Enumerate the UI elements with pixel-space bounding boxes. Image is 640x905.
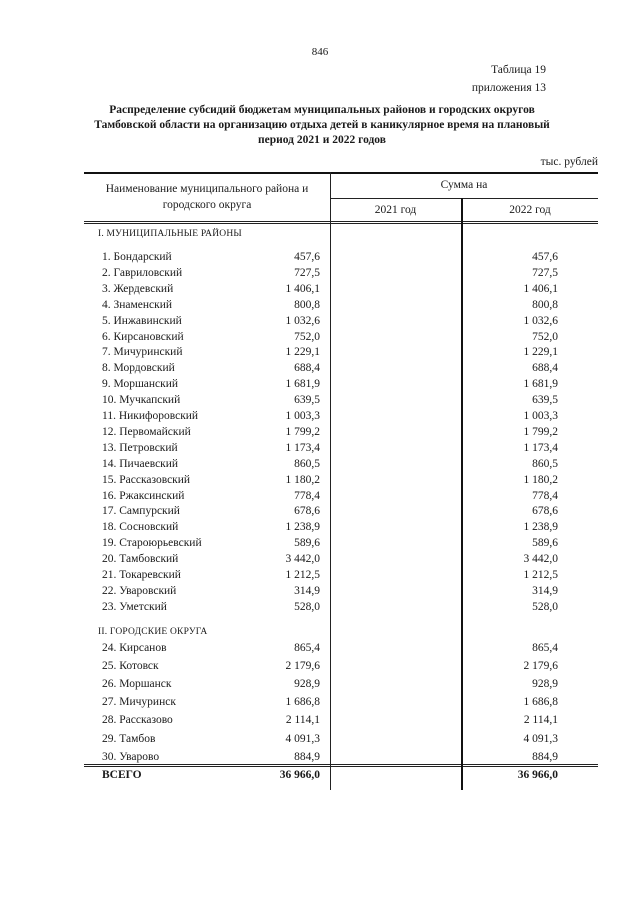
- row-name: 1. Бондарский: [102, 251, 172, 263]
- total-2021: 36 966,0: [279, 769, 320, 781]
- subsidy-table: [84, 172, 598, 790]
- header-sum: Сумма на: [440, 179, 488, 191]
- table-row: [84, 749, 598, 765]
- table-row: [84, 472, 598, 488]
- row-name: 21. Токаревский: [102, 569, 181, 581]
- row-value-2021: 2 114,1: [285, 714, 320, 727]
- row-value-2021: 865,4: [294, 642, 320, 654]
- table-row: [84, 551, 598, 567]
- table-row: [84, 731, 598, 747]
- row-value-2021: 778,4: [294, 489, 320, 502]
- table-row: [84, 640, 598, 656]
- row-name: 5. Инжавинский: [102, 314, 182, 327]
- row-name: 10. Мучкапский: [102, 394, 181, 407]
- row-name: 3. Жердевский: [102, 282, 174, 295]
- total-2022: 36 966,0: [517, 769, 558, 781]
- row-value-2021: 457,6: [294, 251, 320, 263]
- table-row: [84, 599, 598, 615]
- total-label: ВСЕГО: [102, 769, 142, 781]
- table-row: [84, 376, 598, 392]
- table-row: [84, 488, 598, 504]
- row-value-2021: 1 180,2: [285, 473, 320, 486]
- row-value-2021: 1 229,1: [285, 346, 320, 359]
- row-value-2022: 752,0: [532, 330, 558, 343]
- row-name: 22. Уваровский: [102, 584, 177, 597]
- row-value-2022: 589,6: [532, 537, 558, 550]
- row-name: 15. Рассказовский: [102, 473, 191, 486]
- row-name: 17. Сампурский: [102, 505, 180, 518]
- row-value-2022: 4 091,3: [523, 732, 558, 745]
- row-value-2021: 860,5: [294, 457, 320, 470]
- row-value-2022: 678,6: [532, 505, 558, 518]
- row-name: 26. Моршанск: [102, 678, 172, 691]
- row-value-2022: 1 406,1: [523, 282, 558, 295]
- row-value-2021: 314,9: [294, 584, 320, 597]
- table-row: [84, 456, 598, 472]
- table-row: [84, 392, 598, 408]
- row-name: 28. Рассказово: [102, 714, 173, 727]
- row-name: 6. Кирсановский: [102, 330, 184, 343]
- row-value-2022: 688,4: [532, 362, 558, 375]
- row-value-2021: 1 032,6: [285, 314, 320, 327]
- row-value-2021: 752,0: [294, 330, 320, 343]
- header-bottom-border-double: [84, 223, 598, 224]
- row-value-2022: 1 212,5: [523, 569, 558, 581]
- row-value-2021: 1 003,3: [285, 410, 320, 422]
- row-value-2021: 528,0: [294, 600, 320, 613]
- table-row: [84, 503, 598, 519]
- row-name: 2. Гавриловский: [102, 266, 183, 279]
- row-name: 11. Никифоровский: [102, 410, 199, 422]
- table-row: [84, 281, 598, 297]
- row-value-2022: 778,4: [532, 489, 558, 502]
- row-value-2021: 678,6: [294, 505, 320, 518]
- row-value-2021: 3 442,0: [285, 553, 320, 566]
- row-value-2022: 1 032,6: [523, 314, 558, 327]
- table-row: [84, 297, 598, 313]
- table-row: [84, 360, 598, 376]
- table-row: [84, 658, 598, 674]
- row-name: 30. Уварово: [102, 750, 160, 763]
- row-value-2022: 727,5: [532, 266, 558, 279]
- row-value-2022: 2 114,1: [523, 714, 558, 727]
- row-value-2022: 928,9: [532, 678, 558, 691]
- table-row: [84, 249, 598, 265]
- row-value-2021: 727,5: [294, 266, 320, 279]
- row-value-2021: 1 681,9: [285, 378, 320, 391]
- row-value-2022: 1 173,4: [523, 441, 558, 454]
- row-value-2022: 639,5: [532, 394, 558, 407]
- header-year-2021: 2021 год: [374, 204, 417, 216]
- unit-label: тыс. рублей: [540, 156, 598, 168]
- header-name-column: Наименование муниципального района и городского округа: [105, 183, 309, 211]
- table-label: Таблица 19: [491, 64, 546, 76]
- row-value-2021: 639,5: [294, 394, 320, 407]
- row-value-2021: 800,8: [294, 298, 320, 311]
- row-value-2021: 589,6: [294, 537, 320, 550]
- row-value-2021: 1 173,4: [285, 441, 320, 454]
- row-value-2021: 1 406,1: [285, 282, 320, 295]
- appendix-label: приложения 13: [471, 82, 546, 94]
- table-row: [84, 344, 598, 360]
- table-row: [84, 676, 598, 692]
- row-value-2022: 865,4: [532, 642, 558, 654]
- row-name: 19. Староюрьевский: [102, 537, 202, 550]
- row-value-2022: 884,9: [532, 750, 558, 763]
- row-value-2022: 528,0: [532, 600, 558, 613]
- row-name: 4. Знаменский: [102, 298, 173, 311]
- page-number: 846: [311, 46, 329, 58]
- row-value-2022: 1 799,2: [523, 425, 558, 438]
- row-value-2021: 884,9: [294, 750, 320, 763]
- row-value-2021: 2 179,6: [285, 660, 320, 673]
- row-name: 13. Петровский: [102, 441, 178, 454]
- table-row: [84, 313, 598, 329]
- table-row: [84, 408, 598, 424]
- header-bottom-border: [84, 221, 598, 222]
- table-row: [84, 329, 598, 345]
- section-title-districts: I. МУНИЦИПАЛЬНЫЕ РАЙОНЫ: [98, 229, 242, 239]
- row-value-2022: 314,9: [532, 584, 558, 597]
- row-name: 24. Кирсанов: [102, 642, 167, 654]
- row-name: 20. Тамбовский: [102, 553, 179, 566]
- table-row: [84, 424, 598, 440]
- row-value-2021: 4 091,3: [285, 732, 320, 745]
- row-value-2022: 457,6: [532, 251, 558, 263]
- table-row: [84, 694, 598, 710]
- row-name: 18. Сосновский: [102, 521, 179, 534]
- row-name: 12. Первомайский: [102, 425, 191, 438]
- table-row: [84, 265, 598, 281]
- table-row: [84, 519, 598, 535]
- table-top-border: [84, 172, 598, 174]
- row-name: 9. Моршанский: [102, 378, 179, 391]
- row-value-2021: 688,4: [294, 362, 320, 375]
- appendix-reference: [472, 61, 546, 97]
- row-value-2022: 3 442,0: [523, 553, 558, 566]
- row-value-2022: 1 686,8: [523, 696, 558, 709]
- row-value-2021: 1 799,2: [285, 425, 320, 438]
- row-value-2022: 860,5: [532, 457, 558, 470]
- row-value-2021: 1 212,5: [285, 569, 320, 581]
- row-value-2022: 1 681,9: [523, 378, 558, 391]
- row-name: 27. Мичуринск: [102, 696, 176, 709]
- row-value-2022: 1 180,2: [523, 473, 558, 486]
- table-row: [84, 712, 598, 728]
- row-value-2022: 1 003,3: [523, 410, 558, 422]
- row-value-2021: 1 686,8: [285, 696, 320, 709]
- table-row: [84, 440, 598, 456]
- row-value-2021: 928,9: [294, 678, 320, 691]
- row-value-2021: 1 238,9: [285, 521, 320, 534]
- row-value-2022: 1 229,1: [523, 346, 558, 359]
- row-name: 29. Тамбов: [102, 732, 156, 745]
- row-value-2022: 2 179,6: [523, 660, 558, 673]
- row-name: 25. Котовск: [102, 660, 159, 673]
- table-row: [84, 535, 598, 551]
- row-name: 14. Пичаевский: [102, 457, 179, 470]
- document-title: Распределение субсидий бюджетам муниципальных районов и городских округов Тамбовской области на организацию отдыха детей в каникулярное время на плановый период 2021 и 2022 годов: [94, 104, 550, 146]
- table-row: [84, 567, 598, 583]
- header-sub-border: [330, 198, 598, 199]
- table-row: [84, 583, 598, 599]
- row-value-2022: 800,8: [532, 298, 558, 311]
- row-name: 8. Мордовский: [102, 362, 175, 375]
- header-year-2022: 2022 год: [509, 204, 551, 216]
- row-name: 23. Уметский: [102, 600, 167, 613]
- row-name: 7. Мичуринский: [102, 346, 183, 359]
- section-title-city-districts: II. ГОРОДСКИЕ ОКРУГА: [98, 627, 208, 637]
- row-name: 16. Ржаксинский: [102, 489, 185, 502]
- total-row: [84, 767, 598, 783]
- row-value-2022: 1 238,9: [523, 521, 558, 534]
